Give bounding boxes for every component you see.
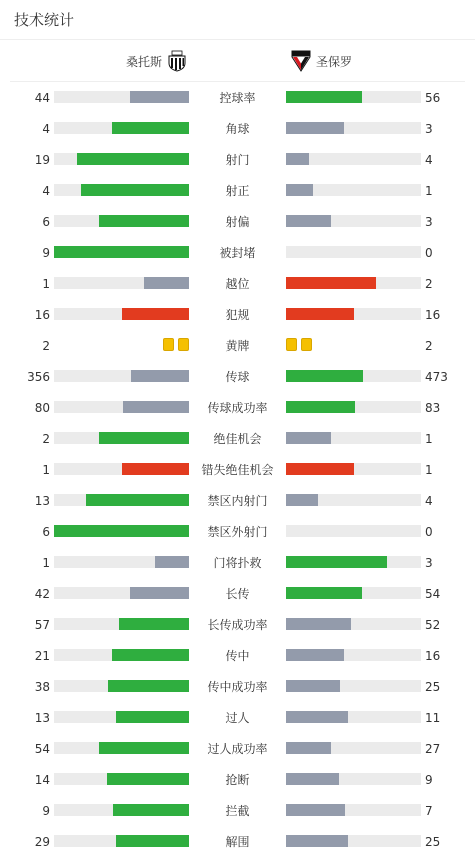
home-stat-bar <box>54 556 189 568</box>
away-stat-value: 25 <box>425 835 441 849</box>
home-stat-bar-fill <box>144 277 189 289</box>
home-team[interactable] <box>126 50 188 72</box>
stat-label: 抢断 <box>225 773 250 787</box>
away-stat-bar <box>286 680 421 692</box>
away-team[interactable] <box>290 50 352 72</box>
home-stat-bar <box>54 91 189 103</box>
away-stat-value: 83 <box>425 401 441 415</box>
stat-label: 长传 <box>225 587 250 601</box>
away-stat-value: 1 <box>425 432 433 446</box>
away-stat-value: 7 <box>425 804 433 818</box>
home-team-name: 桑托斯 <box>126 54 163 69</box>
stat-label: 过人成功率 <box>207 742 268 756</box>
away-stat-bar <box>286 463 421 475</box>
away-stat-bar-fill <box>286 215 331 227</box>
away-stat-bar <box>286 432 421 444</box>
stat-row <box>0 671 475 702</box>
home-stat-bar-fill <box>131 370 189 382</box>
home-stat-bar <box>54 432 189 444</box>
away-stat-bar <box>286 525 421 537</box>
home-stat-bar-fill <box>108 680 189 692</box>
home-stat-value: 2 <box>42 432 50 446</box>
stat-label: 解围 <box>225 835 250 849</box>
stat-row <box>0 578 475 609</box>
stat-row <box>0 516 475 547</box>
home-stat-bar-fill <box>86 494 189 506</box>
home-stat-bar <box>54 401 189 413</box>
home-stat-value: 29 <box>34 835 50 849</box>
home-stat-value: 44 <box>34 91 50 105</box>
home-stat-bar <box>54 246 189 258</box>
home-stat-value: 14 <box>34 773 50 787</box>
away-stat-value: 27 <box>425 742 441 756</box>
stat-row <box>0 392 475 423</box>
away-stat-bar <box>286 122 421 134</box>
home-stat-bar-fill <box>99 742 189 754</box>
home-stat-value: 57 <box>34 618 50 632</box>
stat-row <box>0 237 475 268</box>
home-stat-bar-fill <box>123 401 189 413</box>
home-stat-value: 356 <box>27 370 50 384</box>
yellow-card-icon <box>301 338 312 351</box>
home-stat-value: 6 <box>42 525 50 539</box>
away-stat-bar-fill <box>286 649 344 661</box>
away-stat-value: 3 <box>425 122 433 136</box>
home-stat-bar-fill <box>99 432 189 444</box>
away-stat-bar-fill <box>286 494 318 506</box>
home-stat-value: 9 <box>42 804 50 818</box>
away-stat-bar <box>286 711 421 723</box>
away-stat-bar-fill <box>286 463 354 475</box>
home-stat-bar-fill <box>130 91 189 103</box>
home-stat-value: 6 <box>42 215 50 229</box>
stat-label: 越位 <box>225 277 250 291</box>
home-stat-bar-fill <box>99 215 189 227</box>
away-stat-value: 16 <box>425 308 441 322</box>
stat-label: 控球率 <box>219 91 256 105</box>
away-stat-value: 3 <box>425 556 433 570</box>
stat-row <box>0 299 475 330</box>
home-stat-bar <box>54 308 189 320</box>
home-stat-value: 54 <box>34 742 50 756</box>
stat-label: 禁区内射门 <box>207 494 268 508</box>
away-stat-bar <box>286 835 421 847</box>
home-stat-bar <box>54 525 189 537</box>
away-stat-bar <box>286 804 421 816</box>
home-stat-value: 13 <box>34 494 50 508</box>
stat-row <box>0 423 475 454</box>
away-stat-value: 25 <box>425 680 441 694</box>
home-stat-bar-fill <box>113 804 189 816</box>
away-stat-bar-fill <box>286 711 348 723</box>
away-stat-bar-fill <box>286 370 363 382</box>
stat-row <box>0 175 475 206</box>
home-stat-bar <box>54 649 189 661</box>
away-stat-value: 54 <box>425 587 441 601</box>
stat-label: 门将扑救 <box>213 556 262 570</box>
stat-row <box>0 795 475 826</box>
away-yellow-cards <box>286 338 312 351</box>
home-stat-bar-fill <box>112 122 189 134</box>
away-stat-bar-fill <box>286 618 351 630</box>
stat-row <box>0 144 475 175</box>
away-stat-bar <box>286 91 421 103</box>
stat-label: 犯规 <box>225 308 250 322</box>
home-stat-bar-fill <box>116 835 189 847</box>
stat-label: 射正 <box>225 184 250 198</box>
section-title: 技术统计 <box>0 0 475 40</box>
away-stat-value: 9 <box>425 773 433 787</box>
away-stat-bar-fill <box>286 91 362 103</box>
home-yellow-cards <box>163 338 189 351</box>
away-stat-bar <box>286 556 421 568</box>
home-stat-value: 42 <box>34 587 50 601</box>
away-stat-bar-fill <box>286 556 387 568</box>
away-stat-bar <box>286 742 421 754</box>
away-stat-bar <box>286 153 421 165</box>
away-stat-bar-fill <box>286 401 355 413</box>
stat-label: 传中成功率 <box>207 680 268 694</box>
stat-label: 传球 <box>225 370 250 384</box>
away-stat-bar-fill <box>286 277 376 289</box>
stat-row <box>0 82 475 113</box>
home-stat-bar-fill <box>107 773 189 785</box>
home-stat-bar-fill <box>54 246 189 258</box>
away-stat-bar-fill <box>286 432 331 444</box>
home-stat-value: 19 <box>34 153 50 167</box>
yellow-card-icon <box>178 338 189 351</box>
away-stat-bar <box>286 649 421 661</box>
stats-list <box>0 82 475 857</box>
stat-row <box>0 268 475 299</box>
home-stat-bar <box>54 587 189 599</box>
stat-row <box>0 764 475 795</box>
away-stat-bar-fill <box>286 835 348 847</box>
away-stat-bar <box>286 401 421 413</box>
stat-row <box>0 640 475 671</box>
away-stat-bar-fill <box>286 122 344 134</box>
stat-row <box>0 547 475 578</box>
away-team-name: 圣保罗 <box>316 54 353 69</box>
stat-row <box>0 454 475 485</box>
away-stat-bar <box>286 277 421 289</box>
away-stat-bar-fill <box>286 308 354 320</box>
home-stat-bar-fill <box>122 463 190 475</box>
away-stat-bar-fill <box>286 153 309 165</box>
away-stat-value: 1 <box>425 184 433 198</box>
home-stat-value: 4 <box>42 184 50 198</box>
sao-paulo-crest-icon <box>290 50 312 72</box>
away-stat-value: 0 <box>425 246 433 260</box>
home-stat-value: 80 <box>34 401 50 415</box>
away-stat-bar <box>286 308 421 320</box>
home-stat-bar <box>54 711 189 723</box>
stat-label: 长传成功率 <box>207 618 268 632</box>
home-stat-value: 1 <box>42 463 50 477</box>
home-stat-value: 16 <box>34 308 50 322</box>
home-stat-bar-fill <box>155 556 189 568</box>
away-stat-value: 3 <box>425 215 433 229</box>
away-stat-value: 2 <box>425 339 433 353</box>
away-stat-bar-fill <box>286 773 339 785</box>
away-stat-bar-fill <box>286 184 313 196</box>
stat-row <box>0 485 475 516</box>
away-stat-value: 52 <box>425 618 441 632</box>
away-stat-bar-fill <box>286 587 362 599</box>
stat-row <box>0 733 475 764</box>
home-stat-bar <box>54 742 189 754</box>
home-stat-value: 2 <box>42 339 50 353</box>
home-stat-bar-fill <box>119 618 189 630</box>
teams-header <box>10 40 465 82</box>
santos-crest-icon <box>166 50 188 72</box>
home-stat-bar <box>54 463 189 475</box>
home-stat-bar <box>54 618 189 630</box>
home-stat-bar-fill <box>122 308 190 320</box>
away-stat-bar <box>286 494 421 506</box>
home-stat-value: 9 <box>42 246 50 260</box>
stat-label: 拦截 <box>225 804 250 818</box>
away-stat-bar-fill <box>286 742 331 754</box>
home-stat-bar <box>54 215 189 227</box>
away-stat-value: 473 <box>425 370 448 384</box>
away-stat-value: 1 <box>425 463 433 477</box>
stat-label: 黄牌 <box>225 339 250 353</box>
home-stat-bar <box>54 494 189 506</box>
stat-label: 角球 <box>225 122 250 136</box>
home-stat-bar <box>54 122 189 134</box>
away-stat-value: 2 <box>425 277 433 291</box>
stat-row <box>0 206 475 237</box>
home-stat-bar-fill <box>130 587 189 599</box>
home-stat-bar <box>54 277 189 289</box>
stat-row <box>0 113 475 144</box>
home-stat-value: 1 <box>42 277 50 291</box>
away-stat-bar <box>286 246 421 258</box>
home-stat-bar-fill <box>77 153 189 165</box>
home-stat-bar <box>54 370 189 382</box>
home-stat-value: 38 <box>34 680 50 694</box>
away-stat-bar-fill <box>286 680 340 692</box>
away-stat-value: 56 <box>425 91 441 105</box>
stat-row <box>0 361 475 392</box>
home-stat-bar <box>54 773 189 785</box>
stat-row <box>0 702 475 733</box>
home-stat-bar-fill <box>116 711 189 723</box>
away-stat-bar-fill <box>286 804 345 816</box>
away-stat-bar <box>286 215 421 227</box>
home-stat-value: 21 <box>34 649 50 663</box>
yellow-card-icon <box>163 338 174 351</box>
yellow-card-icon <box>286 338 297 351</box>
away-stat-bar <box>286 184 421 196</box>
stat-label: 过人 <box>225 711 250 725</box>
away-stat-value: 4 <box>425 494 433 508</box>
away-stat-value: 16 <box>425 649 441 663</box>
away-stat-bar <box>286 587 421 599</box>
home-stat-bar-fill <box>81 184 189 196</box>
home-stat-value: 1 <box>42 556 50 570</box>
stat-label: 被封堵 <box>219 246 256 260</box>
away-stat-bar <box>286 370 421 382</box>
away-stat-value: 0 <box>425 525 433 539</box>
away-stat-value: 11 <box>425 711 441 725</box>
home-stat-bar <box>54 680 189 692</box>
home-stat-bar <box>54 835 189 847</box>
home-stat-bar <box>54 153 189 165</box>
home-stat-bar-fill <box>54 525 189 537</box>
stat-row <box>0 609 475 640</box>
stat-label: 射偏 <box>225 215 250 229</box>
stat-row <box>0 330 475 361</box>
home-stat-bar-fill <box>112 649 189 661</box>
away-stat-bar <box>286 773 421 785</box>
home-stat-value: 13 <box>34 711 50 725</box>
home-stat-bar <box>54 804 189 816</box>
stat-label: 传中 <box>225 649 250 663</box>
stat-label: 绝佳机会 <box>213 432 262 446</box>
stat-row <box>0 826 475 857</box>
home-stat-value: 4 <box>42 122 50 136</box>
stat-label: 错失绝佳机会 <box>201 463 274 477</box>
stat-label: 传球成功率 <box>207 401 268 415</box>
home-stat-bar <box>54 184 189 196</box>
away-stat-value: 4 <box>425 153 433 167</box>
away-stat-bar <box>286 618 421 630</box>
stat-label: 射门 <box>225 153 250 167</box>
stat-label: 禁区外射门 <box>207 525 268 539</box>
